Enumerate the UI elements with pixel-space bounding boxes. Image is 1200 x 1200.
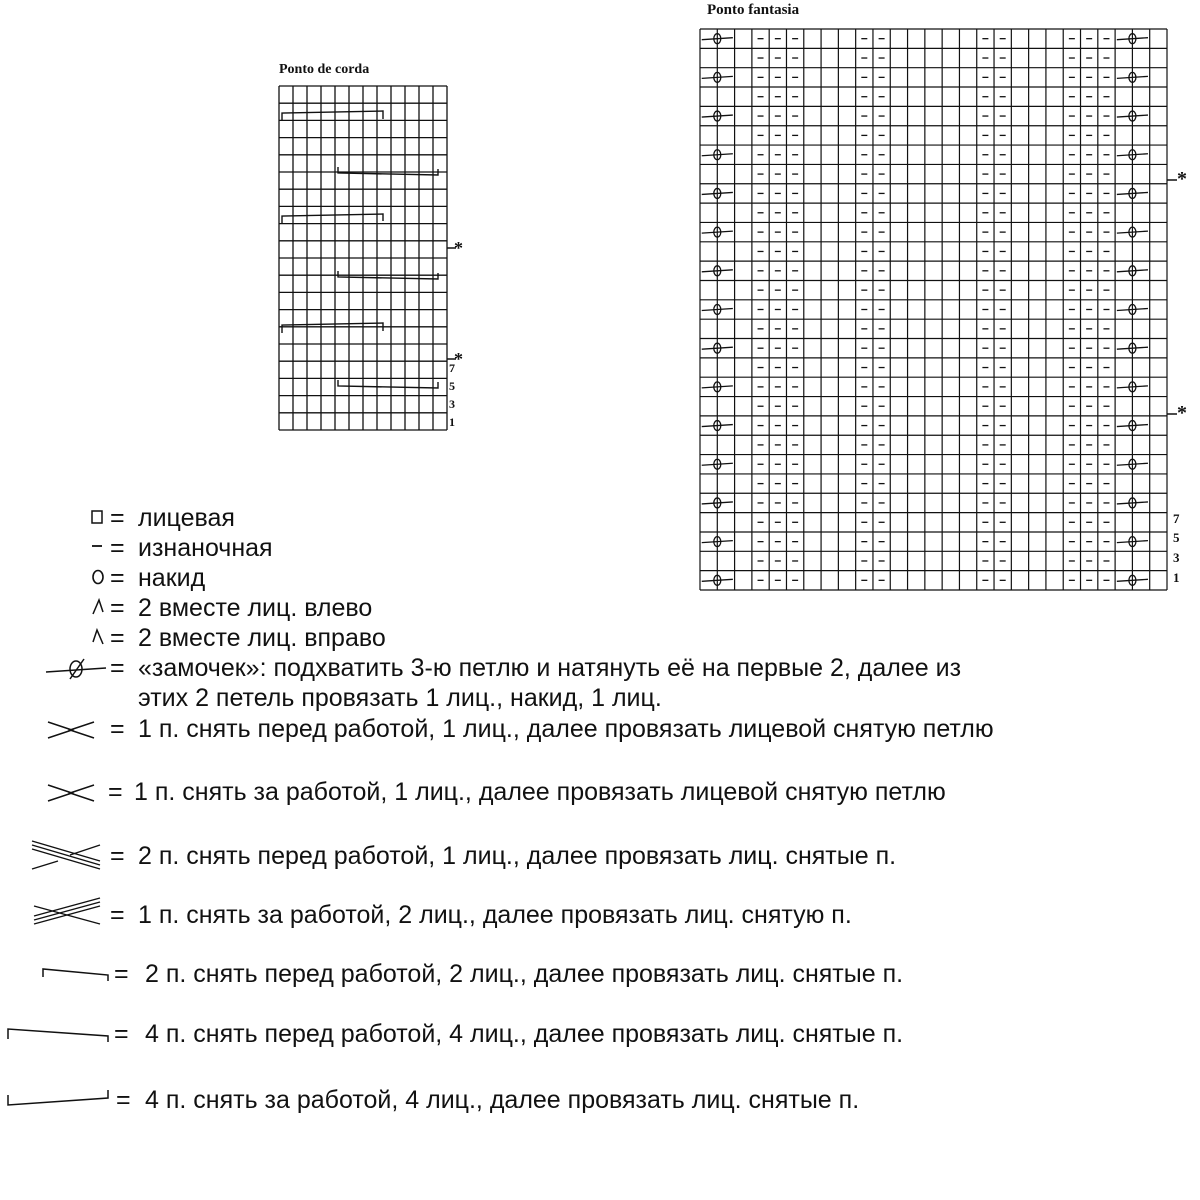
legend-purl-equals: = [110,534,125,562]
legend-cross-front-1-1-label: 1 п. снять перед работой, 1 лиц., далее провязать лицевой снятую петлю [138,715,994,743]
legend-cross-front-2-1 [0,841,1200,871]
fantasia-star-bottom: * [1177,402,1187,424]
legend-purl-label: изнаночная [138,534,273,562]
cross-2-1-front-icon [30,835,110,871]
legend-cable-4-4-back-equals: = [116,1086,131,1114]
legend-knit-equals: = [110,504,125,532]
legend-cable-4-4-front-label: 4 п. снять перед работой, 4 лиц., далее провязать лиц. снятые п. [145,1020,904,1048]
yo-circle-icon [90,563,110,593]
legend-cross-front-1-1 [0,714,1200,744]
legend-cross-back-1-2 [0,900,1200,930]
legend-cross-front-2-1-equals: = [110,842,125,870]
fantasia-row-label-1: 1 [1173,570,1180,585]
legend-yarnover [0,563,1200,593]
zamochek-icon [44,653,114,683]
corda-star-top: * [454,238,463,258]
legend-cross-back-1-1 [0,777,1200,807]
legend-cable-4-4-front [0,1019,1200,1049]
legend-cross-back-1-1-equals: = [108,778,123,806]
purl-dash-icon [90,533,110,563]
legend-zamochek-label-line1: «замочек»: подхватить 3-ю петлю и натянуть её на первые 2, далее из [138,654,962,682]
legend-cable-4-4-back-label: 4 п. снять за работой, 4 лиц., далее провязать лиц. снятые п. [145,1086,860,1114]
legend-yarnover-equals: = [110,564,125,592]
cable-2-2-front-icon [38,959,118,989]
legend-cable-4-4-back [0,1085,1200,1115]
corda-row-label-1: 1 [449,415,455,429]
legend-knit [0,503,1200,533]
legend-k2tog-left-equals: = [110,594,125,622]
legend-zamochek [0,653,1200,713]
fantasia-chart-title: Ponto fantasia [707,2,800,18]
legend-cable-4-4-front-equals: = [114,1020,129,1048]
legend-cable-2-2-label: 2 п. снять перед работой, 2 лиц., далее провязать лиц. снятые п. [145,960,904,988]
corda-row-label-7: 7 [449,361,455,375]
legend-k2tog-right-label: 2 вместе лиц. вправо [138,624,386,652]
corda-row-label-3: 3 [449,397,455,411]
k2tog-right-icon [90,623,110,653]
legend-zamochek-equals: = [110,654,125,682]
legend-k2tog-left [0,593,1200,623]
legend-k2tog-left-label: 2 вместе лиц. влево [138,594,373,622]
legend-cable-2-2-equals: = [114,960,129,988]
cable-4-4-front-icon [4,1019,114,1049]
cross-1-2-back-icon [30,896,110,932]
legend-cross-back-1-1-label: 1 п. снять за работой, 1 лиц., далее провязать лицевой снятую петлю [134,778,946,806]
k2tog-left-icon [90,593,110,623]
legend-purl [0,533,1200,563]
legend-cable-2-2 [0,959,1200,989]
corda-row-label-5: 5 [449,379,455,393]
cable-4-4-back-icon [4,1085,114,1115]
legend-knit-label: лицевая [138,504,235,532]
fantasia-row-label-5: 5 [1173,530,1180,545]
fantasia-row-label-7: 7 [1173,511,1180,526]
legend-zamochek-label-line2: этих 2 петель провязать 1 лиц., накид, 1 лиц. [138,684,662,712]
legend-cross-back-1-2-equals: = [110,901,125,929]
fantasia-row-label-3: 3 [1173,550,1180,565]
legend-k2tog-right-equals: = [110,624,125,652]
fantasia-star-top: * [1177,168,1187,190]
corda-chart-title: Ponto de corda [279,62,370,77]
corda-star-bottom: * [454,349,463,369]
legend-yarnover-label: накид [138,564,206,592]
cross-1-1-front-icon [46,714,106,744]
cross-1-1-back-icon [46,777,106,807]
legend-k2tog-right [0,623,1200,653]
legend-cross-front-2-1-label: 2 п. снять перед работой, 1 лиц., далее провязать лиц. снятые п. [138,842,897,870]
legend-cross-front-1-1-equals: = [110,715,125,743]
legend-cross-back-1-2-label: 1 п. снять за работой, 2 лиц., далее провязать лиц. снятую п. [138,901,852,929]
knit-box-icon [90,503,110,533]
